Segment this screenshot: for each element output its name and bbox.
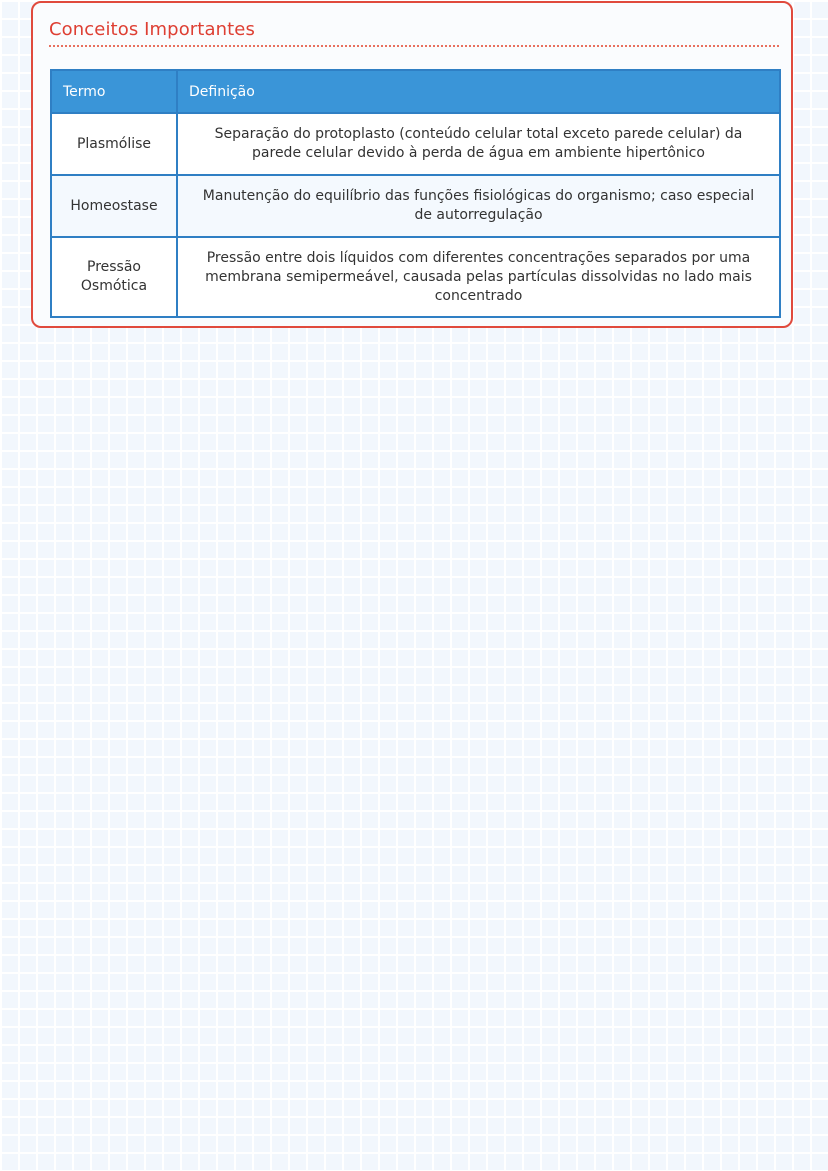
term-cell: Homeostase [51,175,177,237]
header-term: Termo [51,70,177,113]
header-definition: Definição [177,70,780,113]
term-cell: Pressão Osmótica [51,237,177,317]
term-cell: Plasmólise [51,113,177,175]
title-divider [49,45,779,47]
table-row [51,113,780,175]
concepts-card [31,1,793,328]
definition-cell: Pressão entre dois líquidos com diferentes concentrações separados por uma membrana semipermeável, causada pelas partículas dissolvidas no lado mais concentrado [177,237,780,317]
table-header-row [51,70,780,113]
card-title: Conceitos Importantes [49,19,255,40]
concepts-table [50,69,781,318]
table-row [51,237,780,317]
table-row [51,175,780,237]
definition-cell: Manutenção do equilíbrio das funções fisiológicas do organismo; caso especial de autorregulação [177,175,780,237]
definition-cell: Separação do protoplasto (conteúdo celular total exceto parede celular) da parede celular devido à perda de água em ambiente hipertônico [177,113,780,175]
